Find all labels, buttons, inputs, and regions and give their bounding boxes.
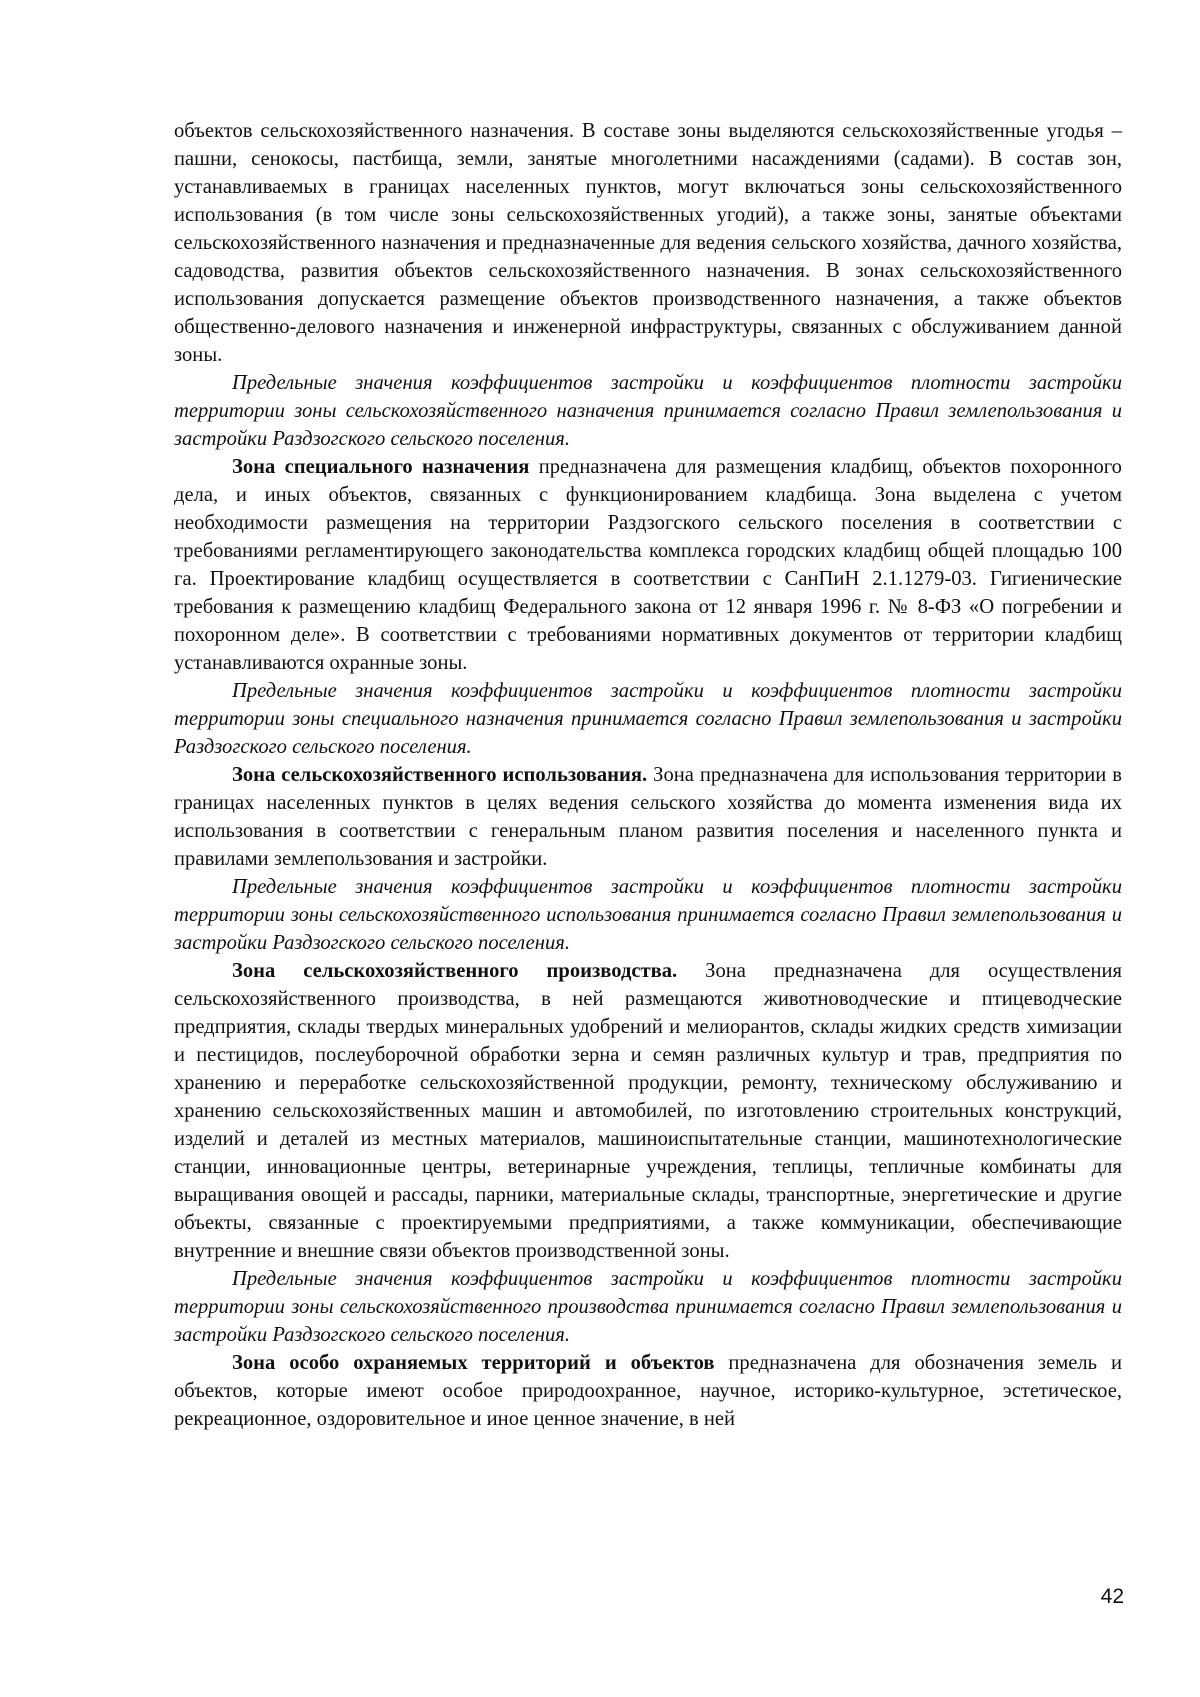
paragraph-agricultural-production-zone	[174, 957, 1122, 1265]
paragraph-coefficients-agricultural-production	[174, 1265, 1122, 1349]
paragraph-agricultural-use-zone	[174, 761, 1122, 873]
paragraph-lead: Зона сельскохозяйственного производства.	[232, 960, 678, 982]
paragraph-coefficients-agricultural-use	[174, 873, 1122, 957]
page-number: 42	[1100, 1585, 1124, 1608]
paragraph-text: Предельные значения коэффициентов застройки и коэффициентов плотности застройки территории зоны сельскохозяйственного производства принимается согласно Правил землепользования и застройки Раздзогского сельского поселения.	[174, 1268, 1122, 1346]
paragraph-text: Предельные значения коэффициентов застройки и коэффициентов плотности застройки территории зоны сельскохозяйственного использования принимается согласно Правил землепользования и застройки Раздзогского сельского поселения.	[174, 876, 1122, 954]
paragraph-text: Предельные значения коэффициентов застройки и коэффициентов плотности застройки территории зоны сельскохозяйственного назначения принимается согласно Правил землепользования и застройки Раздзогского сельского поселения.	[174, 372, 1122, 450]
paragraph-text: Зона предназначена для осуществления сельскохозяйственного производства, в ней размещаются животноводческие и птицеводческие предприятия, склады твердых минеральных удобрений и мелиорантов, склады жидких средств химизации и пестицидов, послеуборочной обработки зерна и семян различных культур и трав, предприятия по хранению и переработке сельскохозяйственной продукции, ремонту, техническому обслуживанию и хранению сельскохозяйственных машин и автомобилей, по изготовлению строительных конструкций, изделий и деталей из местных материалов, машиноиспытательные станции, машинотехнологические станции, инновационные центры, ветеринарные учреждения, теплицы, тепличные комбинаты для выращивания овощей и рассады, парники, материальные склады, транспортные, энергетические и другие объекты, связанные с проектируемыми предприятиями, а также коммуникации, обеспечивающие внутренние и внешние связи объектов производственной зоны.	[174, 960, 1122, 1262]
paragraph-coefficients-special-purpose	[174, 677, 1122, 761]
paragraph-lead: Зона особо охраняемых территорий и объектов	[232, 1352, 715, 1374]
paragraph-protected-territories-zone	[174, 1349, 1122, 1433]
paragraph-special-purpose-zone	[174, 453, 1122, 677]
paragraph-text: объектов сельскохозяйственного назначения. В составе зоны выделяются сельскохозяйственные угодья – пашни, сенокосы, пастбища, земли, занятые многолетними насаждениями (садами). В состав зон, устанавливаемых в границах населенных пунктов, могут включаться зоны сельскохозяйственного использования (в том числе зоны сельскохозяйственных угодий), а также зоны, занятые объектами сельскохозяйственного назначения и предназначенные для ведения сельского хозяйства, дачного хозяйства, садоводства, развития объектов сельскохозяйственного назначения. В зонах сельскохозяйственного использования допускается размещение объектов производственного назначения, а также объектов общественно-делового назначения и инженерной инфраструктуры, связанных с обслуживанием данной зоны.	[174, 120, 1122, 366]
paragraph-text: Предельные значения коэффициентов застройки и коэффициентов плотности застройки территории зоны специального назначения принимается согласно Правил землепользования и застройки Раздзогского сельского поселения.	[174, 680, 1122, 758]
paragraph-agricultural-purpose-zone	[174, 117, 1122, 369]
document-body	[174, 117, 1122, 1433]
paragraph-lead: Зона сельскохозяйственного использования.	[232, 764, 648, 786]
paragraph-text: предназначена для размещения кладбищ, объектов похоронного дела, и иных объектов, связанных с функционированием кладбища. Зона выделена с учетом необходимости размещения на территории Раздзогского сельского поселения в соответствии с требованиями регламентирующего законодательства комплекса городских кладбищ общей площадью 100 га. Проектирование кладбищ осуществляется в соответствии с СанПиН 2.1.1279-03. Гигиенические требования к размещению кладбищ Федерального закона от 12 января 1996 г. № 8-ФЗ «О погребении и похоронном деле». В соответствии с требованиями нормативных документов от территории кладбищ устанавливаются охранные зоны.	[174, 456, 1122, 674]
paragraph-text: Зона предназначена для использования территории в границах населенных пунктов в целях ведения сельского хозяйства до момента изменения вида их использования в соответствии с генеральным планом развития поселения и населенного пункта и правилами землепользования и застройки.	[174, 764, 1122, 870]
paragraph-lead: Зона специального назначения	[232, 456, 530, 478]
paragraph-text: предназначена для обозначения земель и объектов, которые имеют особое природоохранное, научное, историко-культурное, эстетическое, рекреационное, оздоровительное и иное ценное значение, в ней	[174, 1352, 1123, 1430]
paragraph-coefficients-agricultural-purpose	[174, 369, 1122, 453]
